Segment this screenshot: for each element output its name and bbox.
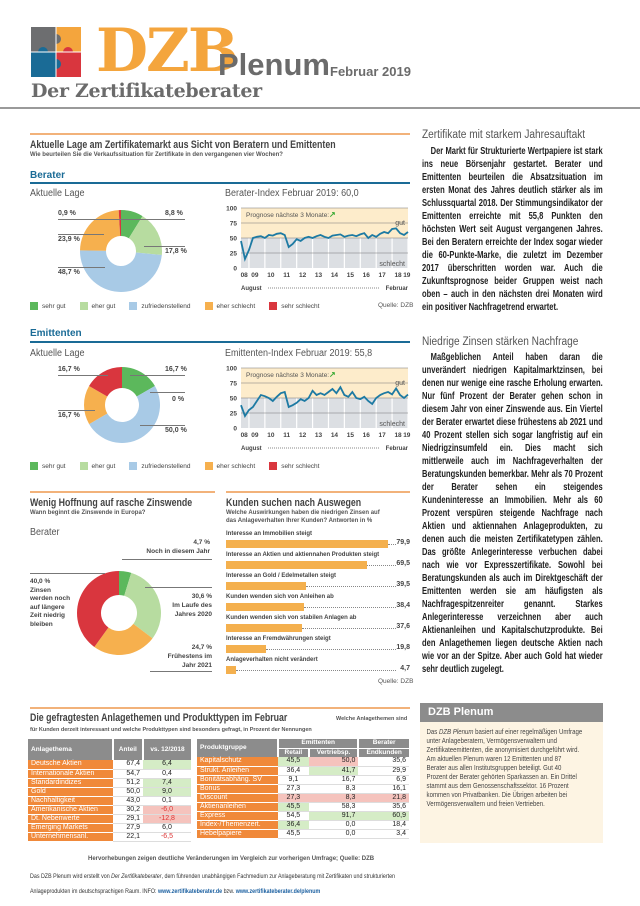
legend-item xyxy=(129,462,190,470)
percent-value: 45,5 xyxy=(278,757,309,766)
legend-item xyxy=(30,462,66,470)
section-divider xyxy=(30,707,410,709)
group-berater: Berater xyxy=(30,170,66,181)
x-tick-label: 09 xyxy=(251,272,259,279)
section2-group: Berater xyxy=(30,527,60,538)
share-value: 22,1 xyxy=(113,832,143,841)
bar xyxy=(226,666,236,674)
percent-value: 50,0 xyxy=(309,757,359,766)
table-row xyxy=(28,769,191,778)
percent-value: 0,0 xyxy=(309,820,359,829)
row-label: Bonitätsabhäng. SV xyxy=(197,775,278,784)
x-tick-label: 09 xyxy=(251,432,259,439)
percent-value: 18,4 xyxy=(358,820,409,829)
label-line xyxy=(58,234,104,235)
percent-value: 29,9 xyxy=(358,766,409,775)
forecast-label: Prognose nächste 3 Monate: xyxy=(246,212,330,219)
legend-label: sehr schlecht xyxy=(281,302,320,310)
section4-title: Die gefragtesten Anlagethemen und Produkttypen im Februar xyxy=(30,712,288,724)
table-header-row xyxy=(197,739,409,748)
x-tick-label: 12 xyxy=(299,272,307,279)
zinswende-pie-chart xyxy=(77,571,161,655)
x-start-label: August xyxy=(241,446,262,452)
label-line xyxy=(130,375,185,376)
bar xyxy=(226,582,306,590)
row-label: Discount xyxy=(197,793,278,802)
row-label: Index-/Themenzert. xyxy=(197,820,278,829)
y-tick-label: 25 xyxy=(229,410,237,418)
bar-label: Interesse an Gold / Edelmetallen steigt xyxy=(226,573,337,579)
label-line xyxy=(145,587,212,588)
forecast-up-arrow-icon: ↗ xyxy=(329,210,336,219)
section3-subtitle: Welche Auswirkungen haben die niedrigen Zinsen auf xyxy=(226,510,380,516)
legend-label: zufriedenstellend xyxy=(141,462,191,470)
tagline: Der Zertifikateberater xyxy=(31,80,262,102)
x-tick-label: 17 xyxy=(378,272,386,279)
table-row xyxy=(197,811,409,820)
pie-label-value: 24,7 % xyxy=(191,644,212,651)
x-tick-label: 10 xyxy=(267,272,275,279)
table-row xyxy=(197,802,409,811)
info-box-title: DZB Plenum xyxy=(420,703,603,722)
bar xyxy=(226,561,367,569)
label-line xyxy=(144,246,185,247)
source-label: Quelle: DZB xyxy=(378,678,414,685)
legend-label: sehr gut xyxy=(42,462,66,470)
pie-label-sehr-gut: 16,7 % xyxy=(165,366,187,373)
legend-item xyxy=(205,462,256,470)
section-divider xyxy=(226,491,410,493)
berater-pie-title: Aktuelle Lage xyxy=(30,188,85,199)
pie-label-2020 xyxy=(162,592,212,619)
bar-leader-dots xyxy=(236,670,396,671)
percent-value: 9,1 xyxy=(278,775,309,784)
row-label: Emerging Markets xyxy=(28,823,113,832)
footer-link-plenum[interactable]: www.zertifikateberater.de/plenum xyxy=(235,888,321,895)
percent-value: 35,6 xyxy=(358,802,409,811)
bar-value: 39,5 xyxy=(396,581,410,588)
x-end-label: Februar xyxy=(385,286,408,292)
pie-label-zufriedenstellend: 48,7 % xyxy=(58,269,80,276)
column-header: Produktgruppe xyxy=(197,739,278,757)
article-paragraph-1 xyxy=(422,145,603,314)
x-start-label: August xyxy=(241,286,262,292)
percent-value: 45,5 xyxy=(278,829,309,838)
x-tick-label: 15 xyxy=(346,432,354,439)
percent-value: 21,8 xyxy=(358,793,409,802)
info-box xyxy=(420,703,603,843)
bar-label: Interesse an Fremdwährungen steigt xyxy=(226,636,331,642)
percent-value: 3,4 xyxy=(358,829,409,838)
section1-title: Aktuelle Lage am Zertifikatemarkt aus Sicht von Beratern und Emittenten xyxy=(30,139,336,151)
legend-swatch xyxy=(30,302,38,310)
row-label: Nachhaltigkeit xyxy=(28,796,113,805)
percent-value: 60,9 xyxy=(358,811,409,820)
change-value: 9,0 xyxy=(143,787,191,796)
bar-value: 38,4 xyxy=(396,602,410,609)
bar xyxy=(226,603,304,611)
pie-label-value: 4,7 % xyxy=(193,539,210,546)
x-tick-label: 11 xyxy=(283,272,291,279)
legend-swatch xyxy=(80,302,88,310)
pie-label-noch-dieses-jahr xyxy=(140,538,210,556)
percent-value: 35,6 xyxy=(358,757,409,766)
pie-label-eher-schlecht: 23,9 % xyxy=(58,236,80,243)
pie-label-eher-gut: 0 % xyxy=(172,396,185,403)
column-header: Emittenten xyxy=(278,739,358,748)
produkttypen-table xyxy=(197,739,409,839)
table-row xyxy=(28,796,191,805)
table-row xyxy=(28,760,191,769)
legend-swatch xyxy=(30,462,38,470)
x-tick-label: 19 xyxy=(403,272,411,279)
anlagethemen-table xyxy=(28,739,191,842)
percent-value: 58,3 xyxy=(309,802,359,811)
x-tick-label: 19 xyxy=(403,432,411,439)
bar-label: Interesse an Aktien und aktiennahen Produkten steigt xyxy=(226,552,380,558)
legend-item xyxy=(129,302,190,310)
row-label: Unternehmensanl. xyxy=(28,832,113,841)
bar-label: Anlageverhalten nicht verändert xyxy=(226,657,318,663)
section1-subtitle: Wie beurteilen Sie die Verkaufssituation für Zertifikate in den vergangenen vier Wochen? xyxy=(30,152,283,158)
y-tick-label: 0 xyxy=(233,425,237,433)
issue-date: Februar 2019 xyxy=(330,64,411,79)
x-tick-label: 15 xyxy=(346,272,354,279)
pie-slice-zufriedenstellend xyxy=(80,250,162,292)
zone-high-label: gut xyxy=(395,380,405,387)
y-tick-label: 100 xyxy=(226,205,237,213)
legend-swatch xyxy=(269,302,277,310)
table-row xyxy=(28,832,191,841)
y-tick-label: 0 xyxy=(233,265,237,273)
legend-item xyxy=(205,302,256,310)
label-line xyxy=(58,267,105,268)
emittenten-index-title: Emittenten-Index Februar 2019: 55,8 xyxy=(225,348,373,359)
y-tick-label: 50 xyxy=(229,395,237,403)
legend-swatch xyxy=(80,462,88,470)
bar xyxy=(226,645,266,653)
change-value: -6,0 xyxy=(143,805,191,814)
bar xyxy=(226,540,388,548)
column-header: Anteil xyxy=(113,739,143,760)
column-header: vs. 12/2018 xyxy=(143,739,191,760)
percent-value: 6,9 xyxy=(358,775,409,784)
row-label: Hebelpapiere xyxy=(197,829,278,838)
table-row xyxy=(197,757,409,766)
table-row xyxy=(28,805,191,814)
label-line xyxy=(58,375,108,376)
share-value: 30,2 xyxy=(113,805,143,814)
change-value: -12,8 xyxy=(143,814,191,823)
zone-high-label: gut xyxy=(395,220,405,227)
group-emittenten: Emittenten xyxy=(30,328,82,339)
label-line xyxy=(122,219,185,220)
bar-value: 4,7 xyxy=(400,665,410,672)
legend xyxy=(30,462,370,470)
percent-value: 45,5 xyxy=(278,802,309,811)
berater-index-title: Berater-Index Februar 2019: 60,0 xyxy=(225,188,359,199)
section2-subtitle: Wann beginnt die Zinswende in Europa? xyxy=(30,510,146,516)
change-value: 6,0 xyxy=(143,823,191,832)
row-label: Amerikanische Aktien xyxy=(28,805,113,814)
article-heading-1: Zertifikate mit starkem Jahresauftakt xyxy=(422,129,586,141)
percent-value: 27,3 xyxy=(278,784,309,793)
legend-item xyxy=(269,462,319,470)
legend-label: eher schlecht xyxy=(216,462,256,470)
section4-subtitle: Welche Anlagethemen sind xyxy=(336,716,408,722)
change-value: 6,4 xyxy=(143,760,191,769)
article-heading-2: Niedrige Zinsen stärken Nachfrage xyxy=(422,336,579,348)
bar-value: 37,6 xyxy=(396,623,410,630)
legend-label: zufriedenstellend xyxy=(141,302,191,310)
paragraph-text: Der Markt für Strukturierte Wertpapiere ist stark ins neue Börsenjahr gestartet. Berater und Emittenten beurteilen die Absatzsituation im ersten Monat des Jahres deutlich stärker als im Schlussquartal 2018. Der Stimmungsindikator der Emittenten erreichte mit 55,8 Punkten den höchsten Wert seit August vergangenen Jahres. Bei den Beratern erreichte der Index sogar wieder die 60-Punkte-Marke, die zuletzt im Dezember 2017 überschritten worden war. Auch die Zukunftsprognose beider Gruppen weist nach oben – auch in den nächsten drei Monaten wird ein positiver Nachfragetrend erwartet. xyxy=(422,145,603,313)
info-box-text xyxy=(420,722,589,813)
label-line xyxy=(150,392,185,393)
percent-value: 8,3 xyxy=(309,793,359,802)
percent-value: 27,3 xyxy=(278,793,309,802)
table-row xyxy=(197,820,409,829)
table-row xyxy=(197,775,409,784)
change-value: 0,1 xyxy=(143,796,191,805)
x-tick-label: 10 xyxy=(267,432,275,439)
pie-label-eher-gut: 17,8 % xyxy=(165,248,187,255)
bar-label: Kunden wenden sich von stabilen Anlagen ab xyxy=(226,615,357,621)
pie-label-text: Im Laufe des Jahres 2020 xyxy=(172,602,212,618)
table-row xyxy=(28,778,191,787)
column-header: Vertriebsp. xyxy=(309,748,359,757)
table-row xyxy=(197,766,409,775)
y-tick-label: 50 xyxy=(229,235,237,243)
legend-swatch xyxy=(205,302,213,310)
pie-label-eher-schlecht: 16,7 % xyxy=(58,412,80,419)
pie-slice-eher-schlecht xyxy=(80,210,120,251)
pie-label-sehr-schlecht: 16,7 % xyxy=(58,366,80,373)
x-tick-label: 12 xyxy=(299,432,307,439)
legend-swatch xyxy=(205,462,213,470)
column-header: Endkunden xyxy=(358,748,409,757)
x-tick-label: 18 xyxy=(394,272,402,279)
table-row xyxy=(28,823,191,832)
bar-label: Interesse an Immobilien steigt xyxy=(226,531,313,537)
group-divider xyxy=(30,341,410,343)
percent-value: 91,7 xyxy=(309,811,359,820)
product-title: Plenum xyxy=(218,47,330,82)
row-label: Gold xyxy=(28,787,113,796)
group-divider xyxy=(30,182,410,184)
table-row xyxy=(197,784,409,793)
legend xyxy=(30,302,370,310)
x-tick-label: 14 xyxy=(330,432,339,439)
label-line xyxy=(58,219,122,220)
row-label: Aktienanleihen xyxy=(197,802,278,811)
table-header-row xyxy=(28,739,191,760)
section-divider xyxy=(30,133,410,135)
column-header: Berater xyxy=(358,739,409,748)
bar-value: 79,9 xyxy=(396,539,410,546)
bar-value: 69,5 xyxy=(396,560,410,567)
x-tick-label: 11 xyxy=(283,432,291,439)
bar-value: 19,8 xyxy=(396,644,410,651)
footer-text xyxy=(30,869,415,899)
table-row xyxy=(28,787,191,796)
berater-pie-chart xyxy=(80,210,162,292)
bar-leader-dots xyxy=(266,649,396,650)
footer-text-part: , dem führenden unabhängigen Fachmedium zur Anlageberatung mit Zertifikaten und strukturierten Anlageprodukten im deutschsprachigen Raum. INFO: xyxy=(30,873,396,895)
footer-link-website[interactable]: www.zertifikateberater.de xyxy=(157,888,223,895)
pie-label-zufriedenstellend: 50,0 % xyxy=(165,427,187,434)
x-tick-label: 18 xyxy=(394,432,402,439)
article-paragraph-2 xyxy=(422,351,603,676)
x-tick-label: 08 xyxy=(240,272,248,279)
legend-swatch xyxy=(129,462,137,470)
pie-label-text: Noch in diesem Jahr xyxy=(146,548,210,555)
row-label: Dt. Nebenwerte xyxy=(28,814,113,823)
info-text-part: Das xyxy=(426,727,440,736)
percent-value: 0,0 xyxy=(309,829,359,838)
pie-label-text: Frühestens im Jahr 2021 xyxy=(167,653,212,669)
x-tick-label: 14 xyxy=(330,272,339,279)
section3-title: Kunden suchen nach Auswegen xyxy=(226,497,362,509)
change-value: 7,4 xyxy=(143,778,191,787)
y-tick-label: 75 xyxy=(229,380,237,388)
row-label: Bonus xyxy=(197,784,278,793)
source-label: Quelle: DZB xyxy=(378,302,414,309)
percent-value: 41,7 xyxy=(309,766,359,775)
legend-label: sehr gut xyxy=(42,302,66,310)
y-tick-label: 75 xyxy=(229,220,237,228)
bar xyxy=(226,624,302,632)
table-row xyxy=(28,814,191,823)
pie-label-sehr-schlecht: 0,9 % xyxy=(58,210,76,217)
x-tick-label: 13 xyxy=(314,272,323,279)
row-label: Kapitalschutz xyxy=(197,757,278,766)
legend-item xyxy=(269,302,319,310)
percent-value: 16,7 xyxy=(309,775,359,784)
zone-low-label: schlecht xyxy=(379,421,405,428)
paragraph-text: Maßgeblichen Anteil haben daran die unverändert niedrigen Kapitalmarktzinsen, bei denen nur wenige eine rasche Erholung erwarten. Nur fünf Prozent der Berater gehen schon in diesem Jahr von einer Zinswende aus. Ein Viertel der Berater erwartet diese frühestens ab 2021 und 40 Prozent stellen sich sogar langfristig auf ein Niedrigzinsumfeld ein. Dies macht sich mittlerweile auch im Nachfrageverhalten der Beratungskunden bemerkbar. Mehr als 70 Prozent der Berater sehen ein steigendes Kundeninteresse an Immobilien. Mehr als 60 Prozent verspüren steigende Nachfrage nach Aktien und aktiennahen Anlageprodukten, zu denen auch die meisten Zertifikatetypen zählen. Das größte Anlegerinteresse verbuchen dabei nach wie vor Expresszertifikate. Sowohl bei Beratungskunden als auch im Direktgeschäft der Emittenten werden sie am häufigsten als Nachfragespitzenreiter genannt. Starkes Anlegerinteresse verzeichnen aber auch Aktienanleihen und Kapitalschutzprodukte. Bei den Anlagethemen liegen deutsche Aktien nach wie vor an der Spitze. Aber auch Gold hat wieder sehr deutlich zugelegt. xyxy=(422,351,603,675)
label-line xyxy=(150,671,212,672)
zone-low-label: schlecht xyxy=(379,261,405,268)
legend-item xyxy=(80,462,116,470)
info-text-part: basiert auf einer regelmäßigen Umfrage unter Anlageberatern, Vermögensverwaltern und Zertifikateemittenten, die anonymisiert durchgeführt wird. Am aktuellen Plenum waren 12 Emittenten und 87 Berater aus allen Institutsgruppen beteiligt. Gut 40 Prozent der Berater gehörten Sparkassen an. Ein Drittel stammt aus dem Genossenschaftssektor. 16 Prozent kommen von Privatbanken. Die Übrigen arbeiten bei Vermögensverwaltern und freien Vertrieben. xyxy=(426,727,583,808)
footer-text-part: Das DZB Plenum wird erstellt von xyxy=(30,873,112,880)
column-header: Anlagethema xyxy=(28,739,113,760)
column-header: Retail xyxy=(278,748,309,757)
share-value: 43,0 xyxy=(113,796,143,805)
x-tick-label: 16 xyxy=(362,432,370,439)
pie-label-value: 30,6 % xyxy=(191,593,212,600)
legend-item xyxy=(30,302,66,310)
y-tick-label: 25 xyxy=(229,250,237,258)
change-value: 0,4 xyxy=(143,769,191,778)
pie-label-text: Zinsen werden noch auf längere Zeit niedrig bleiben xyxy=(30,586,71,628)
brand-logo: DZB xyxy=(96,16,237,86)
footer-publication: Der Zertifikateberater xyxy=(111,873,162,880)
share-value: 67,4 xyxy=(113,760,143,769)
x-end-label: Februar xyxy=(385,446,408,452)
row-label: Standardindizes xyxy=(28,778,113,787)
legend-label: eher schlecht xyxy=(216,302,256,310)
section3-subtitle: das Anlageverhalten Ihrer Kunden? Antworten in % xyxy=(226,518,373,524)
legend-swatch xyxy=(129,302,137,310)
emittenten-pie-chart xyxy=(84,367,160,443)
info-text-italic: DZB Plenum xyxy=(439,727,474,736)
share-value: 54,7 xyxy=(113,769,143,778)
y-tick-label: 100 xyxy=(226,365,237,373)
table-note: Hervorhebungen zeigen deutliche Veränderungen im Vergleich zur vorherigen Umfrage; Quelle: DZB xyxy=(88,856,375,862)
x-tick-label: 17 xyxy=(378,432,386,439)
legend-label: sehr schlecht xyxy=(281,462,320,470)
table-row xyxy=(197,829,409,838)
forecast-label: Prognose nächste 3 Monate: xyxy=(246,372,330,379)
x-tick-label: 08 xyxy=(240,432,248,439)
forecast-up-arrow-icon: ↗ xyxy=(329,370,336,379)
row-label: Deutsche Aktien xyxy=(28,760,113,769)
legend-item xyxy=(80,302,116,310)
legend-label: eher gut xyxy=(91,462,116,470)
footer-text-part: bzw. xyxy=(222,888,236,895)
percent-value: 16,1 xyxy=(358,784,409,793)
emittenten-pie-title: Aktuelle Lage xyxy=(30,348,85,359)
berater-index-chart xyxy=(218,203,412,295)
section2-title: Wenig Hoffnung auf rasche Zinswende xyxy=(30,497,193,509)
header-divider xyxy=(0,107,640,109)
table-row xyxy=(197,793,409,802)
section-divider xyxy=(30,491,215,493)
label-line xyxy=(122,559,212,560)
pie-label-value: 40,0 % xyxy=(30,578,51,585)
label-line xyxy=(58,410,95,411)
pie-label-sehr-gut: 8,8 % xyxy=(165,210,183,217)
label-line xyxy=(30,573,105,574)
x-tick-label: 13 xyxy=(314,432,323,439)
emittenten-index-chart xyxy=(218,363,412,455)
legend-swatch xyxy=(269,462,277,470)
row-label: Internationale Aktien xyxy=(28,769,113,778)
pie-label-langfristig xyxy=(30,578,75,629)
pie-label-2021 xyxy=(162,643,212,670)
row-label: Strukt. Anleihen xyxy=(197,766,278,775)
x-tick-label: 16 xyxy=(362,272,370,279)
share-value: 29,1 xyxy=(113,814,143,823)
label-line xyxy=(140,425,185,426)
row-label: Express xyxy=(197,811,278,820)
legend-label: eher gut xyxy=(91,302,116,310)
percent-value: 36,4 xyxy=(278,820,309,829)
dzb-logo-puzzle xyxy=(31,27,81,77)
share-value: 50,0 xyxy=(113,787,143,796)
change-value: -6,5 xyxy=(143,832,191,841)
bar-label: Kunden wenden sich von Anleihen ab xyxy=(226,594,334,600)
percent-value: 36,4 xyxy=(278,766,309,775)
percent-value: 54,5 xyxy=(278,811,309,820)
share-value: 51,2 xyxy=(113,778,143,787)
percent-value: 8,3 xyxy=(309,784,359,793)
section4-subtitle: für Kunden derzeit interessant und welche Produkttypen sind besonders gefragt, in Prozent der Nennungen xyxy=(30,727,312,733)
share-value: 27,9 xyxy=(113,823,143,832)
